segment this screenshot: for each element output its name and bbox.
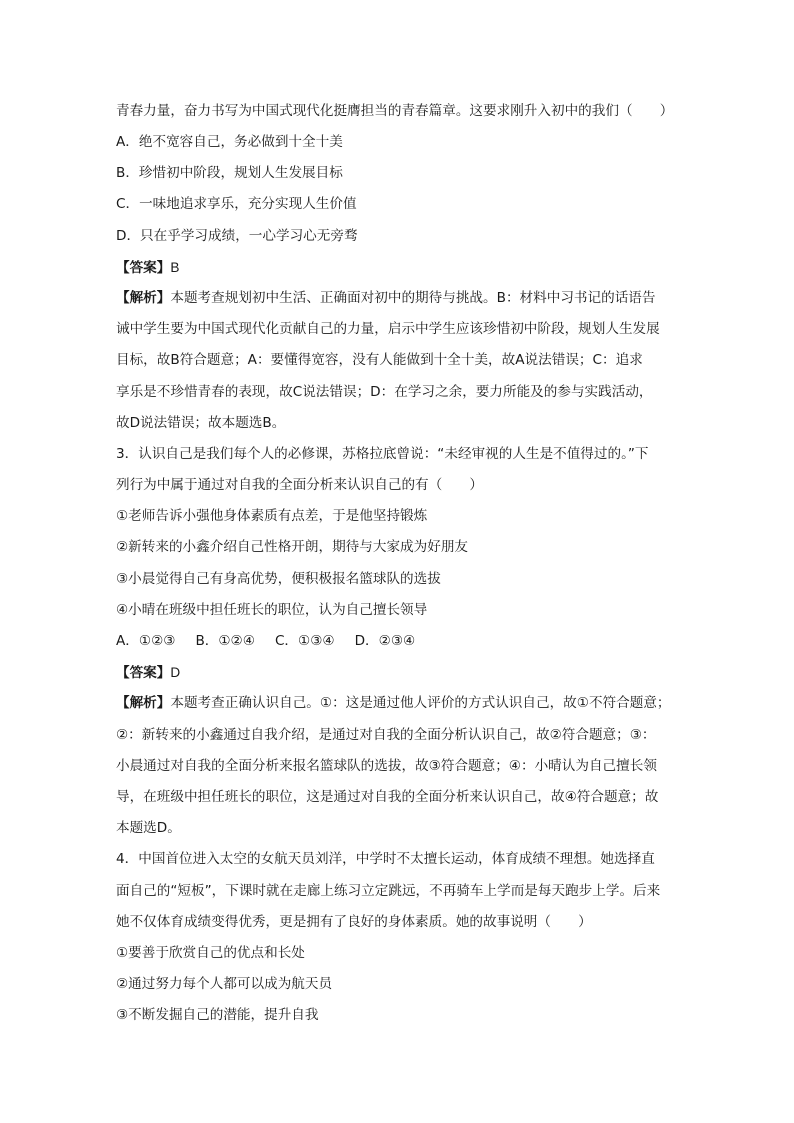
q3-option-c: C．①③④: [274, 633, 335, 649]
q2-analysis-line-2: 诫中学生要为中国式现代化贡献自己的力量，启示中学生应该珍惜初中阶段，规划人生发展: [116, 321, 660, 338]
q3-statement-3: ③小晨觉得自己有身高优势，便积极报名篮球队的选拔: [116, 570, 441, 587]
q3-analysis-line-2: ②：新转来的小鑫通过自我介绍，是通过对自我的全面分析认识自己，故②符合题意；③：: [116, 726, 656, 743]
q3-analysis-line-4: 导，在班级中担任班长的职位，这是通过对自我的全面分析来认识自己，故④符合题意；故: [116, 788, 659, 805]
q3-analysis-line-5: 本题选D。: [116, 820, 181, 837]
q3-analysis-line-1: [116, 688, 686, 719]
document-page: [116, 96, 686, 1031]
q3-analysis-text: 本题考查正确认识自己。①：这是通过他人评价的方式认识自己，故①不符合题意；: [170, 695, 671, 712]
q3-answer: [116, 657, 686, 688]
q4-stem-line-1: 4．中国首位进入太空的女航天员刘洋，中学时不太擅长运动，体育成绩不理想。她选择直: [116, 851, 655, 868]
q3-answer-value: D: [170, 665, 181, 681]
q3-options: [116, 626, 686, 657]
q4-statement-2: ②通过努力每个人都可以成为航天员: [116, 976, 333, 993]
q3-analysis-line-3: 小晨通过对自我的全面分析来报名篮球队的选拔，故③符合题意；④：小晴认为自己擅长领: [116, 757, 657, 774]
q4-statement-3: ③不断发掘自己的潜能，提升自我: [116, 1007, 319, 1024]
q2-option-c: C．一味地追求享乐，充分实现人生价值: [116, 196, 357, 213]
q3-statement-2: ②新转来的小鑫介绍自己性格开朗，期待与大家成为好朋友: [116, 539, 469, 556]
q3-stem-line-1: 3．认识自己是我们每个人的必修课，苏格拉底曾说：“未经审视的人生是不值得过的。”下: [116, 445, 649, 462]
q2-answer-value: B: [170, 259, 180, 275]
q2-analysis-line-4: 享乐是不珍惜青春的表现，故C说法错误；D：在学习之余，要力所能及的参与实践活动，: [116, 383, 653, 400]
q2-answer: [116, 252, 686, 283]
q3-statement-4: ④小晴在班级中担任班长的职位，认为自己擅长领导: [116, 601, 428, 618]
q3-stem-line-2: 列行为中属于通过对自我的全面分析来认识自己的有（ ）: [116, 477, 484, 494]
q2-answer-label: 【答案】: [116, 259, 171, 276]
q3-answer-label: 【答案】: [116, 665, 171, 682]
q4-stem-line-2: 面自己的“短板”，下课时就在走廊上练习立定跳远，不再骑车上学而是每天跑步上学。后来: [116, 882, 661, 899]
q2-analysis-text: 本题考查规划初中生活、正确面对初中的期待与挑战。B：材料中习书记的话语告: [170, 289, 656, 306]
q2-analysis-line-1: [116, 283, 686, 314]
q2-option-d: D．只在乎学习成绩，一心学习心无旁骛: [116, 227, 358, 244]
q4-statement-1: ①要善于欣赏自己的优点和长处: [116, 944, 305, 961]
q2-option-a: A．绝不宽容自己，务必做到十全十美: [116, 134, 343, 150]
q3-option-d: D．②③④: [354, 633, 416, 649]
q2-option-b: B．珍惜初中阶段，规划人生发展目标: [116, 165, 343, 182]
q3-option-b: B．①②④: [195, 633, 255, 649]
q2-analysis-label: 【解析】: [116, 289, 171, 306]
q2-stem-tail: 青春力量，奋力书写为中国式现代化挺膺担当的青春篇章。这要求刚升入初中的我们（ ）: [116, 103, 674, 119]
q2-analysis-line-3: 目标，故B符合题意；A：要懂得宽容，没有人能做到十全十美，故A说法错误；C：追求: [116, 352, 643, 369]
q3-statement-1: ①老师告诉小强他身体素质有点差，于是他坚持锻炼: [116, 508, 428, 525]
q3-analysis-label: 【解析】: [116, 695, 171, 712]
q2-analysis-line-5: 故D说法错误；故本题选B。: [116, 414, 286, 431]
q3-option-a: A．①②③: [116, 633, 176, 649]
q4-stem-line-3: 她不仅体育成绩变得优秀，更是拥有了良好的身体素质。她的故事说明（ ）: [116, 913, 592, 930]
